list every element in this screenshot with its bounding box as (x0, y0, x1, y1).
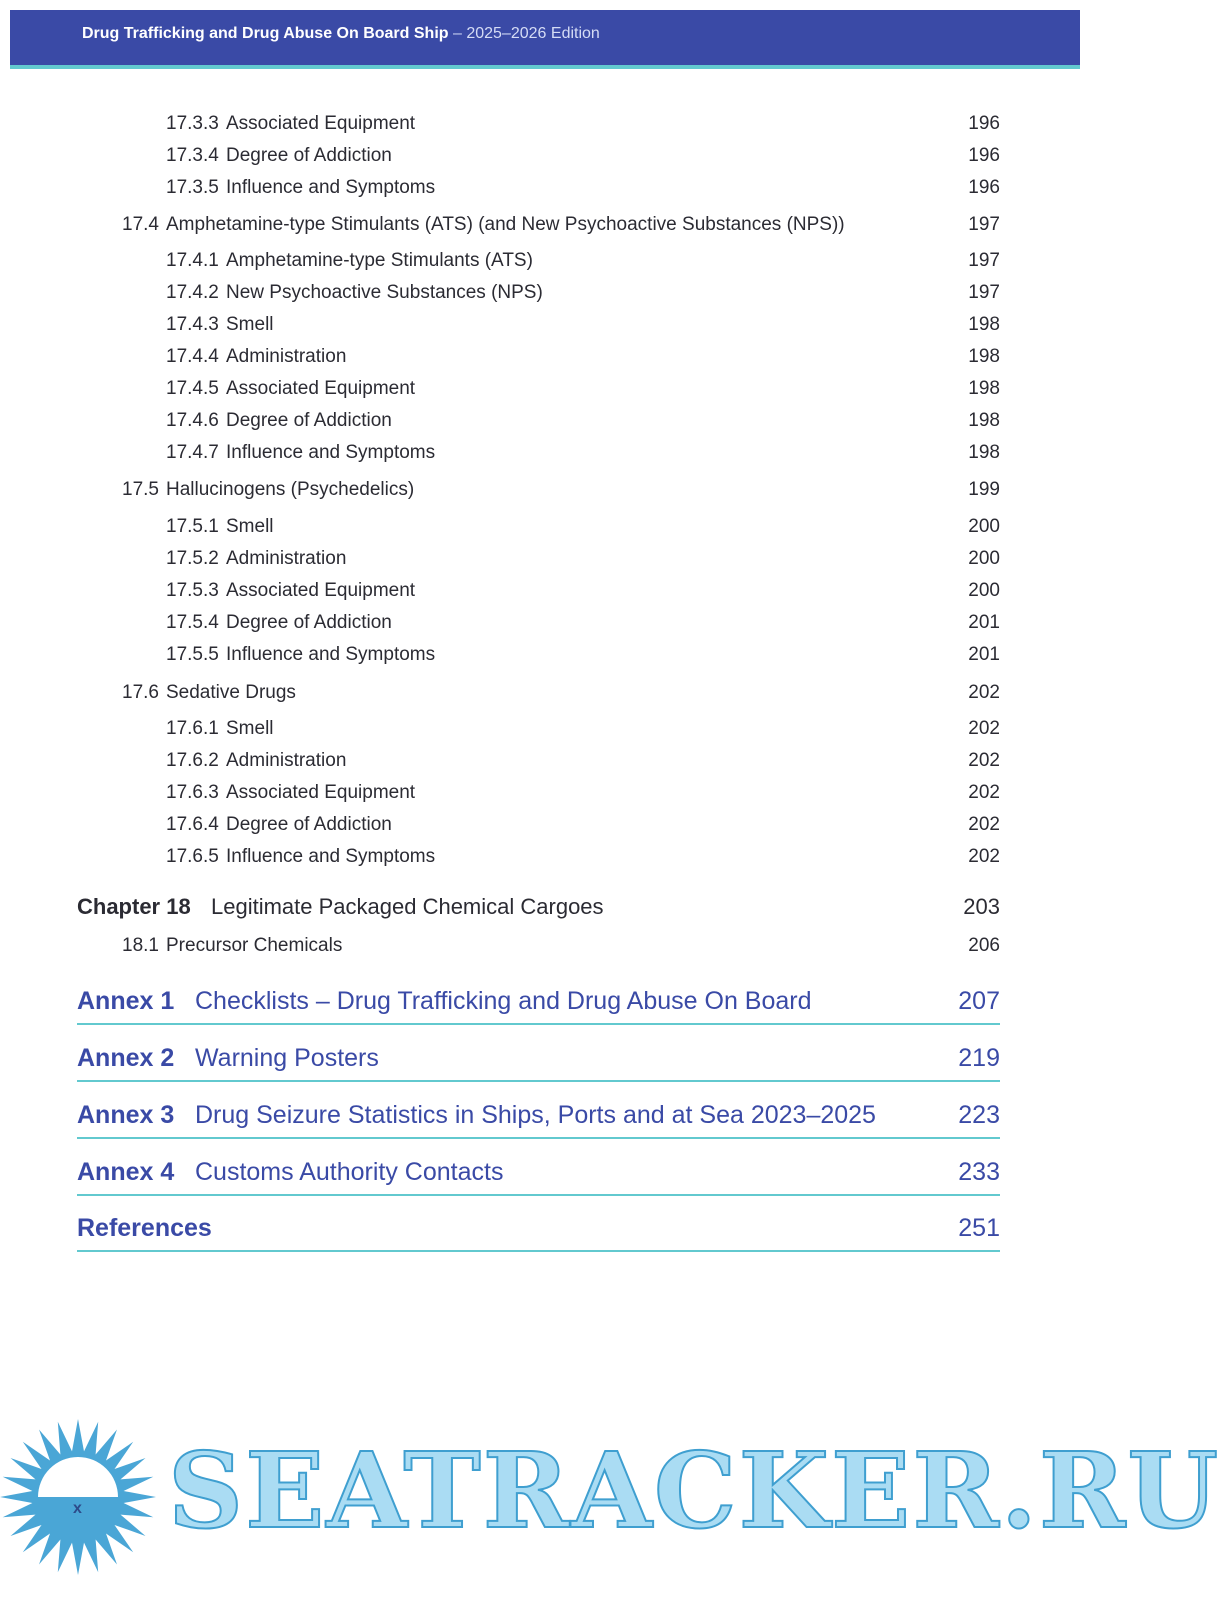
entry-page: 198 (968, 378, 1000, 399)
entry-page: 197 (968, 282, 1000, 303)
entry-title: Customs Authority Contacts (195, 1158, 504, 1186)
entry-page: 207 (958, 987, 1000, 1015)
entry-title: New Psychoactive Substances (NPS) (226, 282, 543, 303)
entry-title: Warning Posters (195, 1044, 379, 1072)
entry-page: 201 (968, 612, 1000, 633)
entry-number: 17.5.5 (166, 644, 219, 665)
entry-title: Influence and Symptoms (226, 177, 436, 198)
sun-burst-icon (0, 1405, 170, 1599)
entry-title: Degree of Addiction (226, 612, 392, 633)
annex-rule (77, 1080, 1000, 1082)
toc-subsection[interactable] (0, 174, 1080, 202)
entry-page: 197 (968, 250, 1000, 271)
entry-page: 202 (968, 682, 1000, 703)
toc-subsection[interactable] (0, 641, 1080, 669)
entry-title: Amphetamine-type Stimulants (ATS) (and New Psychoactive Substances (NPS)) (166, 214, 845, 235)
annex-rule (77, 1023, 1000, 1025)
entry-title: Smell (226, 516, 274, 537)
watermark (0, 1405, 1220, 1599)
entry-number: 17.5.2 (166, 548, 219, 569)
toc-subsection[interactable] (0, 609, 1080, 637)
entry-number: 17.6.1 (166, 718, 219, 739)
entry-page: 202 (968, 814, 1000, 835)
header-edition: 2025–2026 Edition (466, 25, 600, 42)
entry-number: 17.4.4 (166, 346, 219, 367)
entry-page: 196 (968, 113, 1000, 134)
toc-subsection[interactable] (0, 247, 1080, 275)
entry-title: Associated Equipment (226, 580, 416, 601)
entry-number: 17.3.3 (166, 113, 219, 134)
header-title: Drug Trafficking and Drug Abuse On Board Ship (82, 25, 449, 42)
header-separator: – (453, 25, 462, 42)
entry-title: Administration (226, 548, 347, 569)
entry-page: 199 (968, 479, 1000, 500)
entry-number: 17.4.7 (166, 442, 219, 463)
entry-page: 223 (958, 1101, 1000, 1129)
entry-page: 251 (958, 1214, 1000, 1242)
entry-page: 202 (968, 750, 1000, 771)
toc-section[interactable] (0, 679, 1080, 707)
entry-page: 219 (958, 1044, 1000, 1072)
entry-title: Precursor Chemicals (166, 935, 343, 956)
entry-title: Influence and Symptoms (226, 846, 436, 867)
toc-chapter[interactable] (0, 890, 1080, 924)
toc-subsection[interactable] (0, 375, 1080, 403)
entry-number: 17.4.5 (166, 378, 219, 399)
toc-subsection[interactable] (0, 779, 1080, 807)
entry-number: 17.6.4 (166, 814, 219, 835)
toc-section[interactable] (0, 476, 1080, 504)
entry-title: Degree of Addiction (226, 410, 392, 431)
entry-title: Degree of Addiction (226, 814, 392, 835)
entry-title: Hallucinogens (Psychedelics) (166, 479, 415, 500)
watermark-text: SEATRACKER.RU (168, 1429, 1220, 1552)
toc-subsection[interactable] (0, 142, 1080, 170)
entry-number: 17.6 (122, 682, 159, 703)
toc-annex[interactable] (0, 1097, 1080, 1133)
entry-title: Administration (226, 346, 347, 367)
toc-annex[interactable] (0, 1154, 1080, 1190)
entry-page: 202 (968, 718, 1000, 739)
toc-subsection[interactable] (0, 279, 1080, 307)
toc-subsection[interactable] (0, 747, 1080, 775)
entry-title: Amphetamine-type Stimulants (ATS) (226, 250, 533, 271)
entry-page: 203 (963, 894, 1000, 919)
entry-page: 206 (968, 935, 1000, 956)
entry-number: Chapter 18 (77, 894, 191, 919)
entry-page: 202 (968, 846, 1000, 867)
entry-number: 17.4.3 (166, 314, 219, 335)
entry-number: 17.5.1 (166, 516, 219, 537)
running-header (10, 10, 1080, 69)
toc-subsection[interactable] (0, 811, 1080, 839)
entry-number: 17.6.5 (166, 846, 219, 867)
toc-annex[interactable] (0, 983, 1080, 1019)
entry-number: Annex 4 (77, 1158, 175, 1186)
entry-number: Annex 1 (77, 987, 175, 1015)
entry-title: Smell (226, 314, 274, 335)
entry-page: 197 (968, 214, 1000, 235)
entry-title: Associated Equipment (226, 113, 416, 134)
toc-subsection[interactable] (0, 513, 1080, 541)
entry-title: Drug Seizure Statistics in Ships, Ports and at Sea 2023–2025 (195, 1101, 876, 1129)
entry-title: Smell (226, 718, 274, 739)
toc-subsection[interactable] (0, 343, 1080, 371)
entry-number: 17.4.6 (166, 410, 219, 431)
toc-subsection[interactable] (0, 110, 1080, 138)
entry-page: 196 (968, 177, 1000, 198)
entry-page: 201 (968, 644, 1000, 665)
entry-page: 200 (968, 548, 1000, 569)
entry-title: Checklists – Drug Trafficking and Drug Abuse On Board (195, 987, 812, 1015)
entry-page: 196 (968, 145, 1000, 166)
toc-subsection[interactable] (0, 545, 1080, 573)
entry-title: Legitimate Packaged Chemical Cargoes (211, 894, 604, 919)
entry-title: Influence and Symptoms (226, 644, 436, 665)
annex-rule (77, 1194, 1000, 1196)
entry-number: 17.4.2 (166, 282, 219, 303)
toc-subsection[interactable] (0, 311, 1080, 339)
annex-rule (77, 1250, 1000, 1252)
entry-number: References (77, 1214, 212, 1242)
entry-page: 200 (968, 580, 1000, 601)
toc-annex[interactable] (0, 1210, 1080, 1246)
entry-number: 17.6.3 (166, 782, 219, 803)
entry-page: 200 (968, 516, 1000, 537)
toc-subsection[interactable] (0, 439, 1080, 467)
entry-title: Associated Equipment (226, 782, 416, 803)
toc-subsection[interactable] (0, 843, 1080, 871)
toc-section[interactable] (0, 932, 1080, 960)
entry-number: Annex 2 (77, 1044, 175, 1072)
entry-title: Associated Equipment (226, 378, 416, 399)
toc-annex[interactable] (0, 1040, 1080, 1076)
entry-number: 17.5 (122, 479, 159, 500)
entry-number: 17.4.1 (166, 250, 219, 271)
entry-page: 202 (968, 782, 1000, 803)
header-title-line (82, 25, 600, 43)
entry-page: 198 (968, 410, 1000, 431)
entry-title: Sedative Drugs (166, 682, 296, 703)
entry-number: 17.3.5 (166, 177, 219, 198)
entry-page: 198 (968, 314, 1000, 335)
entry-page: 198 (968, 346, 1000, 367)
toc-subsection[interactable] (0, 407, 1080, 435)
annex-rule (77, 1137, 1000, 1139)
entry-number: Annex 3 (77, 1101, 175, 1129)
entry-number: 17.5.3 (166, 580, 219, 601)
entry-page: 233 (958, 1158, 1000, 1186)
entry-number: 17.5.4 (166, 612, 219, 633)
entry-page: 198 (968, 442, 1000, 463)
entry-title: Degree of Addiction (226, 145, 392, 166)
toc-subsection[interactable] (0, 715, 1080, 743)
entry-title: Influence and Symptoms (226, 442, 436, 463)
page-number: x (73, 1500, 82, 1517)
entry-number: 17.4 (122, 214, 159, 235)
entry-number: 17.6.2 (166, 750, 219, 771)
entry-number: 18.1 (122, 935, 159, 956)
entry-number: 17.3.4 (166, 145, 219, 166)
toc-subsection[interactable] (0, 577, 1080, 605)
toc-section[interactable] (0, 211, 1080, 239)
entry-title: Administration (226, 750, 347, 771)
